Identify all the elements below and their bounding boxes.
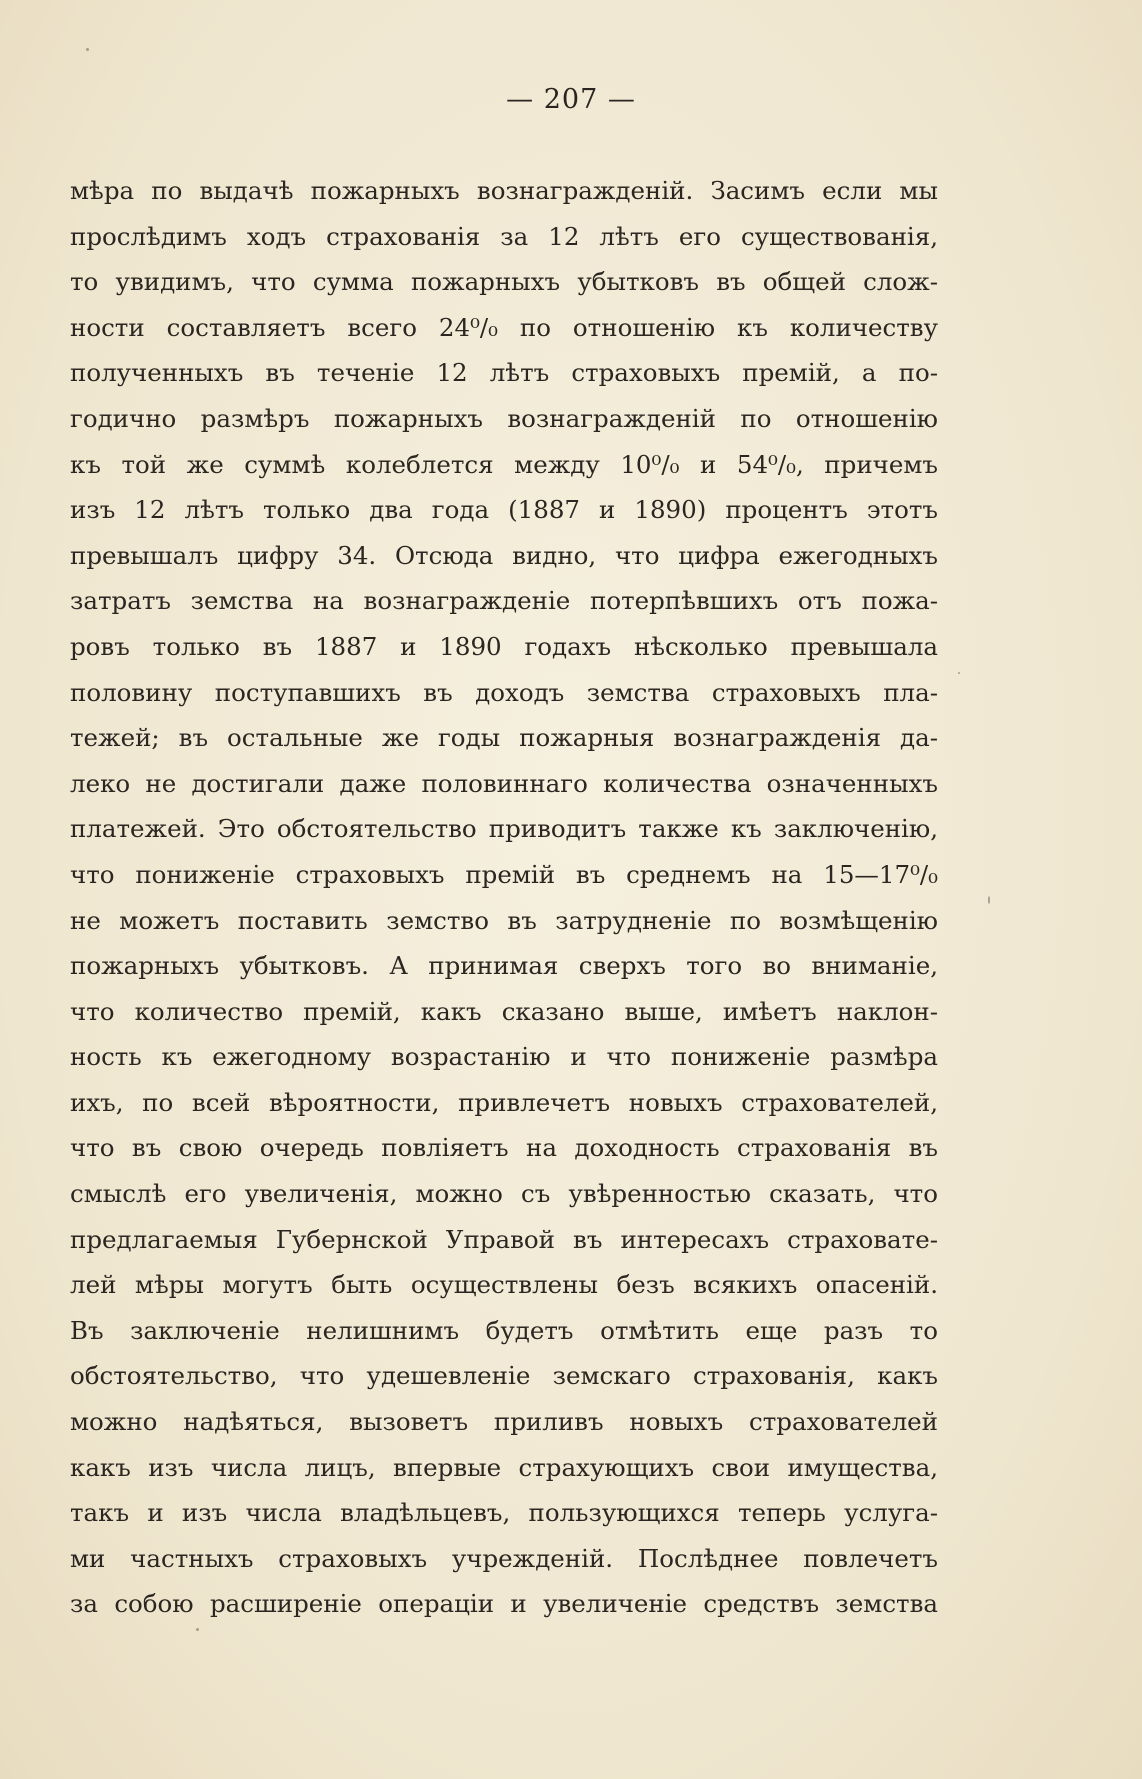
text-line: такъ и изъ числа владѣльцевъ, пользующихся теперь услуга- — [70, 1498, 938, 1528]
paper-speck — [86, 48, 89, 51]
text-line: ми частныхъ страховыхъ учрежденій. Послѣднее повлечетъ — [70, 1543, 938, 1573]
text-line: ровъ только въ 1887 и 1890 годахъ нѣсколько превышала — [70, 631, 938, 661]
paper-speck — [196, 1628, 199, 1631]
text-line: леко не достигали даже половиннаго количества означенныхъ — [70, 768, 938, 798]
text-line: ихъ, по всей вѣроятности, привлечетъ новыхъ страхователей, — [70, 1087, 938, 1117]
paper-speck — [958, 672, 960, 674]
text-line: прослѣдимъ ходъ страхованія за 12 лѣтъ его существованія, — [70, 221, 938, 251]
text-line: полученныхъ въ теченіе 12 лѣтъ страховыхъ премій, а по- — [70, 358, 938, 388]
text-line: предлагаемыя Губернской Управой въ интересахъ страховате- — [70, 1224, 938, 1254]
body-text — [70, 168, 938, 1627]
text-line: мѣра по выдачѣ пожарныхъ вознагражденій. Засимъ если мы — [70, 176, 938, 205]
text-line: пожарныхъ убытковъ. А принимая сверхъ того во вниманіе, — [70, 951, 938, 981]
text-line: платежей. Это обстоятельство приводитъ также къ заключенію, — [70, 814, 938, 844]
text-line: Въ заключеніе нелишнимъ будетъ отмѣтить еще разъ то — [70, 1315, 938, 1345]
text-line: можно надѣяться, вызоветъ приливъ новыхъ страхователей — [70, 1407, 938, 1437]
text-line: половину поступавшихъ въ доходъ земства страховыхъ пла- — [70, 677, 938, 707]
text-line: что количество премій, какъ сказано выше, имѣетъ наклон- — [70, 996, 938, 1026]
text-line: что въ свою очередь повліяетъ на доходность страхованія въ — [70, 1133, 938, 1163]
text-line: какъ изъ числа лицъ, впервые страхующихъ свои имущества, — [70, 1452, 938, 1482]
text-line: къ той же суммѣ колеблется между 10⁰/₀ и 54⁰/₀, причемъ — [70, 449, 938, 479]
text-line: затратъ земства на вознагражденіе потерпѣвшихъ отъ пожа- — [70, 586, 938, 616]
text-line: что пониженіе страховыхъ премій въ среднемъ на 15—17⁰/₀ — [70, 859, 938, 889]
text-line: обстоятельство, что удешевленіе земскаго страхованія, какъ — [70, 1361, 938, 1391]
text-line: ность къ ежегодному возрастанію и что пониженіе размѣра — [70, 1042, 938, 1072]
text-line: изъ 12 лѣтъ только два года (1887 и 1890) процентъ этотъ — [70, 495, 938, 525]
text-line: тежей; въ остальные же годы пожарныя вознагражденія да- — [70, 723, 938, 753]
paper-speck — [988, 896, 990, 904]
text-line: смыслѣ его увеличенія, можно съ увѣренностью сказать, что — [70, 1179, 938, 1209]
text-line: ности составляетъ всего 24⁰/₀ по отношенію къ количеству — [70, 312, 938, 342]
text-line: не можетъ поставить земство въ затрудненіе по возмѣщенію — [70, 905, 938, 935]
page-number: — 207 — — [506, 84, 636, 115]
text-line: превышалъ цифру 34. Отсюда видно, что цифра ежегодныхъ — [70, 540, 938, 570]
text-line: лей мѣры могутъ быть осуществлены безъ всякихъ опасеній. — [70, 1270, 938, 1300]
text-line: то увидимъ, что сумма пожарныхъ убытковъ въ общей слож- — [70, 267, 938, 297]
text-line: годично размѣръ пожарныхъ вознагражденій по отношенію — [70, 403, 938, 433]
text-line: за собою расширеніе операціи и увеличеніе средствъ земства — [70, 1589, 938, 1619]
